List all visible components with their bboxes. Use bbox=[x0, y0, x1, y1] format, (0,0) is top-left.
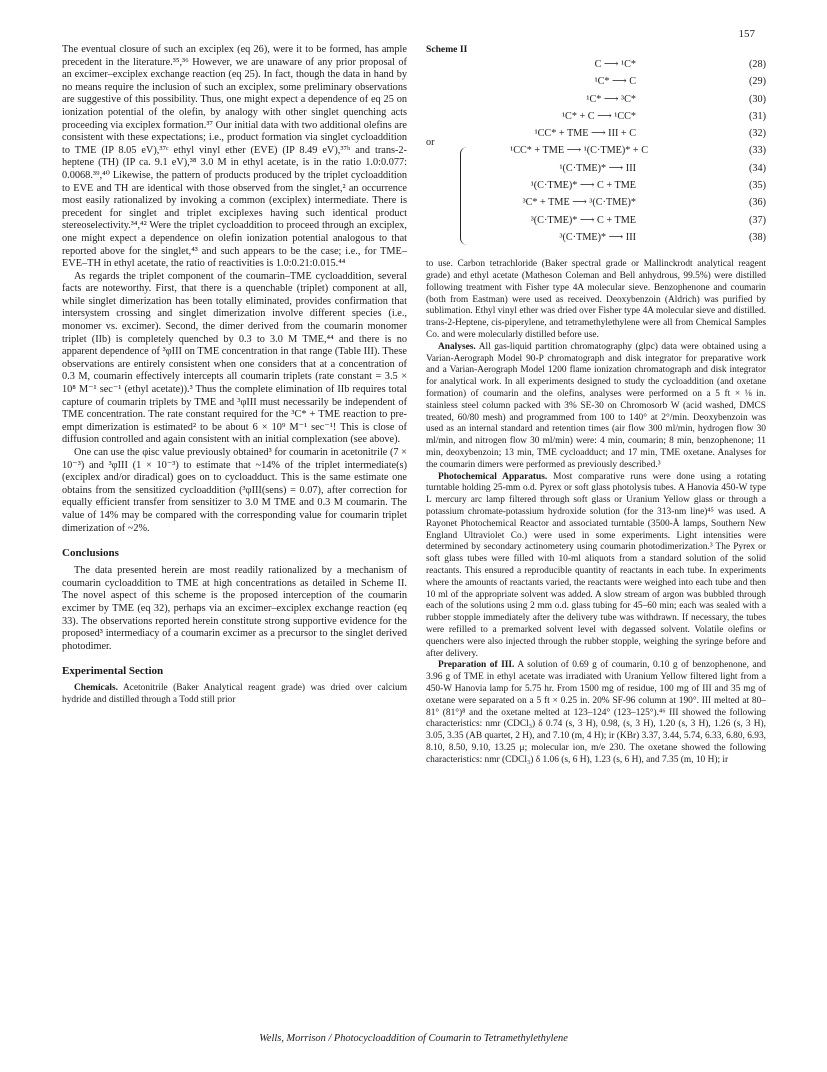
equation-expression: ¹C* + C ⟶ ¹CC* bbox=[561, 110, 636, 122]
equation-34 bbox=[426, 163, 766, 180]
equation-expression: ³(C·TME)* ⟶ III bbox=[559, 231, 636, 243]
equation-expression: C ⟶ ¹C* bbox=[594, 59, 636, 70]
equation-number: (29) bbox=[749, 76, 766, 88]
body-paragraph: As regards the triplet component of the coumarin–TME cycloaddition, several facts are noteworthy. First, that there is a quenchable (triplet) component at all, while singlet dimerization has been totally eliminated, provides confirmation that intersystem crossing and singlet dimerization involve different species (i.e., monomer vs. excimer). Second, the dimer derived from the coumarin monomer triplet (IIb) is completely quenched by 0.3 to 3.0 M TME,⁴⁴ and there is no apparent dependence of ³φIII on TME concentration in that range (Table III). These observations are entirely consistent when one considers that at a concentration of 0.3 M, coumarin effectively intercepts all coumarin triplets (rate constant = 3.5 × 10⁸ M⁻¹ sec⁻¹ (ethyl acetate)).³ Thus the complete elimination of IIb requires total capture of coumarin triplets by TME and ³φIII must necessarily be independent of TME concentration. The rate constant required for the ³C* + TME reaction to pre-empt dimerization is estimated² to be about 6 × 10⁹ M⁻¹ sec⁻¹! This is close of diffusion controlled and again consistent with an initial complexation (see above). bbox=[62, 270, 407, 446]
left-column bbox=[62, 44, 407, 707]
experimental-heading: Experimental Section bbox=[62, 665, 164, 678]
equation-38 bbox=[426, 232, 766, 249]
equation-number: (31) bbox=[749, 110, 766, 122]
body-paragraph: One can use the φisc value previously obtained³ for coumarin in acetonitrile (7 × 10⁻³) and ³φIII (1 × 10⁻³) to estimate that ~14% of the triplet intermediate(s) (exciplex and/or diradical) goes on to cycloadduct. This is the same estimate one obtains from the sensitized cycloaddition (³φIII(sens) = 0.07), after correction for equally efficient transfer from sensitizer to 3.0 M TME and 0.3 M coumarin. The value of 14% may be compared with the corresponding value for coumarin triplet dimerization of ~2%. bbox=[62, 447, 407, 534]
equation-32 bbox=[426, 128, 766, 145]
preparation-paragraph bbox=[426, 660, 766, 766]
page-number: 157 bbox=[738, 28, 755, 40]
right-column bbox=[426, 44, 766, 767]
apparatus-paragraph bbox=[426, 472, 766, 661]
analyses-paragraph bbox=[426, 342, 766, 472]
apparatus-text: Most comparative runs were done using a rotating turntable holding 25-mm o.d. Pyrex or soft glass photolysis tubes. A Hanovia 450-W type L mercury arc lamp filtered through soft glass or Uranium Yellow glass or through a potassium chromate-potassium hydroxide solution (for the 313-nm line)⁴⁵ was used. A Rayonet Photochemical Reactor and associated turntable (3500-Å lamps, Southern New England Ultraviolet Co.) were used in some experiments. Light intensities were determined by secondary actinometery using coumarin photodimerization.³ The Pyrex or soft glass tubes were filled with 10-ml aliquots from a standard solution of the solid reactants. This ensured a reproducible quantity of reactants in each tube. In experiments where the amounts of reactants varied, the reactants were weighed into each tube and then 10 ml of the appropriate solvent was added. A slow stream of argon was bubbled through each of the solutions using 2 mm o.d. glass tubing for 45–60 min; each was sealed with a rubber stopple immediately after the delivery tube was withdrawn. If necessary, the tubes were refilled to a premarked solvent level with degassed solvent. Volatile olefins or quenchers were also injected through the rubber stopple, weighing the syringe before and after delivery. bbox=[426, 471, 766, 659]
equation-35 bbox=[426, 180, 766, 197]
analyses-text: All gas-liquid partition chromatography (glpc) data were obtained using a Varian-Aerograph Model 90-P chromatograph and disk integrator for preparative work and a Varian-Aerograph Model 1200 flame ionization chromatograph and disk integrator for analytical work. In all experiments designed to study the cycloaddition (and oxetane formation) of coumarin and the olefins, analyses were performed on a 5 ft × ⅛ in. stainless steel column packed with 3% SE-30 on Chromosorb W (acid washed, DMCS treated, 60/80 mesh) and programmed from 100 to 140° at 2°/min. Deoxybenzoin was used as an internal standard and retention times (air flow 300 ml/min, hydrogen flow 30 ml/min, and nitrogen flow 30 ml/min) were: 4 min, coumarin; 8 min, benzophenone; 11 min, deoxybenzoin; 13 min, TME cycloadduct; and 17 min, TME oxetane. Analyses for the coumarin dimers were performed as previously described.³ bbox=[426, 341, 766, 470]
equation-number: (33) bbox=[749, 145, 766, 157]
scheme-block bbox=[426, 59, 766, 249]
chemicals-paragraph bbox=[62, 683, 407, 707]
preparation-text: A solution of 0.69 g of coumarin, 0.10 g of benzophenone, and 3.96 g of TME in ethyl acetate was irradiated with Uranium Yellow filtered light from a 450-W Hanovia lamp for 5.75 hr. From 1500 mg of residue, 100 mg of III and 35 mg of oxetane were separated on a 5 ft × 0.25 in. 20% SF-96 column at 190°. III melted at 80–81° (81°)⁸ and the oxetane melted at 123–124° (123–125°).⁴⁶ III showed the following characteristics: nmr (CDCl₃) δ 0.74 (s, 3 H), 0.98, (s, 3 H), 1.20 (s, 3 H), 1.26 (s, 3 H), 3.05, 3.35 (AB quartet, 2 H), and 7.10 (m, 4 H); ir (KBr) 3.37, 3.44, 5.74, 6.33, 6.80, 6.93, 8.10, 8.50, 9.10, 13.25 μ; molecular ion, m/e 230. The oxetane showed the following characteristics: nmr (CDCl₃) δ 1.06 (s, 6 H), 1.23 (s, 6 H), and 7.35 (m, 10 H); ir bbox=[426, 660, 766, 765]
equation-number: (30) bbox=[749, 93, 766, 105]
or-label: or bbox=[426, 137, 435, 149]
conclusions-heading: Conclusions bbox=[62, 547, 119, 560]
alternative-pathway bbox=[426, 137, 766, 197]
materials-paragraph: to use. Carbon tetrachloride (Baker spectral grade or Mallinckrodt analytical reagent grade) and ethyl acetate (Matheson Coleman and Bell anhydrous, 99.5%) were distilled following treatment with Fisher type 4A molecular sieve. Benzophenone and coumarin (both from Eastman) were used as received. Deoxybenzoin (Aldrich) was purified by sublimation. Ethyl vinyl ether was dried over Fisher type 4A molecular sieve and distilled. trans-2-Heptene, cis-piperylene, and tetramethylethylene were all from Chemical Samples Co. and were molecularly distilled before use. bbox=[426, 259, 766, 341]
equation-36 bbox=[426, 197, 766, 214]
equation-30 bbox=[426, 94, 766, 111]
equation-number: (35) bbox=[749, 180, 766, 192]
running-footer: Wells, Morrison / Photocycloaddition of Coumarin to Tetramethylethylene bbox=[259, 1033, 568, 1044]
equation-33 bbox=[426, 145, 766, 162]
chemicals-text: Acetonitrile (Baker Analytical reagent grade) was dried over calcium hydride and distilled through a Todd still prior bbox=[62, 683, 407, 706]
equation-number: (37) bbox=[749, 214, 766, 226]
chemicals-lead: Chemicals. bbox=[74, 683, 119, 694]
equation-number: (34) bbox=[749, 162, 766, 174]
apparatus-lead: Photochemical Apparatus. bbox=[438, 471, 548, 482]
equation-37 bbox=[426, 215, 766, 232]
equation-number: (36) bbox=[749, 197, 766, 209]
equation-expression: ¹(C·TME)* ⟶ C + TME bbox=[530, 180, 636, 192]
equation-29 bbox=[426, 76, 766, 93]
preparation-lead: Preparation of III. bbox=[438, 660, 515, 671]
equation-number: (38) bbox=[749, 231, 766, 243]
equation-expression: ¹C* ⟶ ³C* bbox=[586, 93, 636, 105]
equation-expression: ¹CC* + TME ⟶ ¹(C·TME)* + C bbox=[510, 145, 648, 157]
equation-28 bbox=[426, 59, 766, 76]
equation-expression: ³C* + TME ⟶ ³(C·TME)* bbox=[522, 197, 636, 209]
equation-number: (32) bbox=[749, 128, 766, 140]
analyses-lead: Analyses. bbox=[438, 341, 476, 352]
body-paragraph: The eventual closure of such an exciplex (eq 26), were it to be formed, has ample precedent in the literature.³⁵,³⁶ However, we are unaware of any prior proposal of an excimer–exciplex exchange reaction (eq 25). In fact, though the data in hand by no means require the inclusion of such an exciplex, some preliminary observations are suggestive of this possibility. Thus, one might expect a dependence of eq 25 on ionization potential of the olefin, by analogy with other singlet quenching acts proceeding via exciplex formation.³⁷ Our initial data with two additional olefins are consistent with these expectations; i.e., product formation via singlet cycloaddition to TME (IP 8.05 eV),³⁷ᶜ ethyl vinyl ether (EVE) (IP 8.49 eV),³⁷ʰ and trans-2-heptene (TH) (IP ca. 9.1 eV),³⁸ 3.0 M in ethyl acetate, is in the ratio 1.0:0.077: 0.0068.³⁹,⁴⁰ Likewise, the pattern of products produced by the triplet cycloaddition to EVE and TH are identical with those observed from the singlet,² an occurrence most easily rationalized by invoking a common (exciplex) intermediate. There is precedent for singlet and triplet exciplexes having such identical product stereoselectivity.³⁴,⁴² Were the triplet cycloaddition to proceed through an exciplex, one might expect a dependence on olefin ionization potential analogous to that reported above for the singlet,⁴³ and such appears to be the case; i.e., for TME–EVE–TH in ethyl acetate, the ratio of reactivities is 1.0:0.21:0.015.⁴⁴ bbox=[62, 44, 407, 270]
equation-number: (28) bbox=[749, 59, 766, 70]
scheme-title: Scheme II bbox=[426, 44, 468, 55]
equation-31 bbox=[426, 111, 766, 128]
equation-expression: ¹(C·TME)* ⟶ III bbox=[559, 162, 636, 174]
conclusions-paragraph: The data presented herein are most readily rationalized by a mechanism of coumarin cycloaddition to TME at high concentrations as detailed in Scheme II. The novel aspect of this scheme is the proposed interception of the coumarin excimer by TME (eq 32), perhaps via an excimer–exciplex exchange reaction (eq 33). The observations reported herein constitute strong supportive evidence for the proposed³ intermediacy of a coumarin excimer as a precursor to the singlet derived photodimer. bbox=[62, 565, 407, 652]
equation-expression: ¹CC* + TME ⟶ III + C bbox=[534, 128, 636, 140]
equation-expression: ³(C·TME)* ⟶ C + TME bbox=[530, 214, 636, 226]
equation-expression: ¹C* ⟶ C bbox=[594, 76, 636, 88]
